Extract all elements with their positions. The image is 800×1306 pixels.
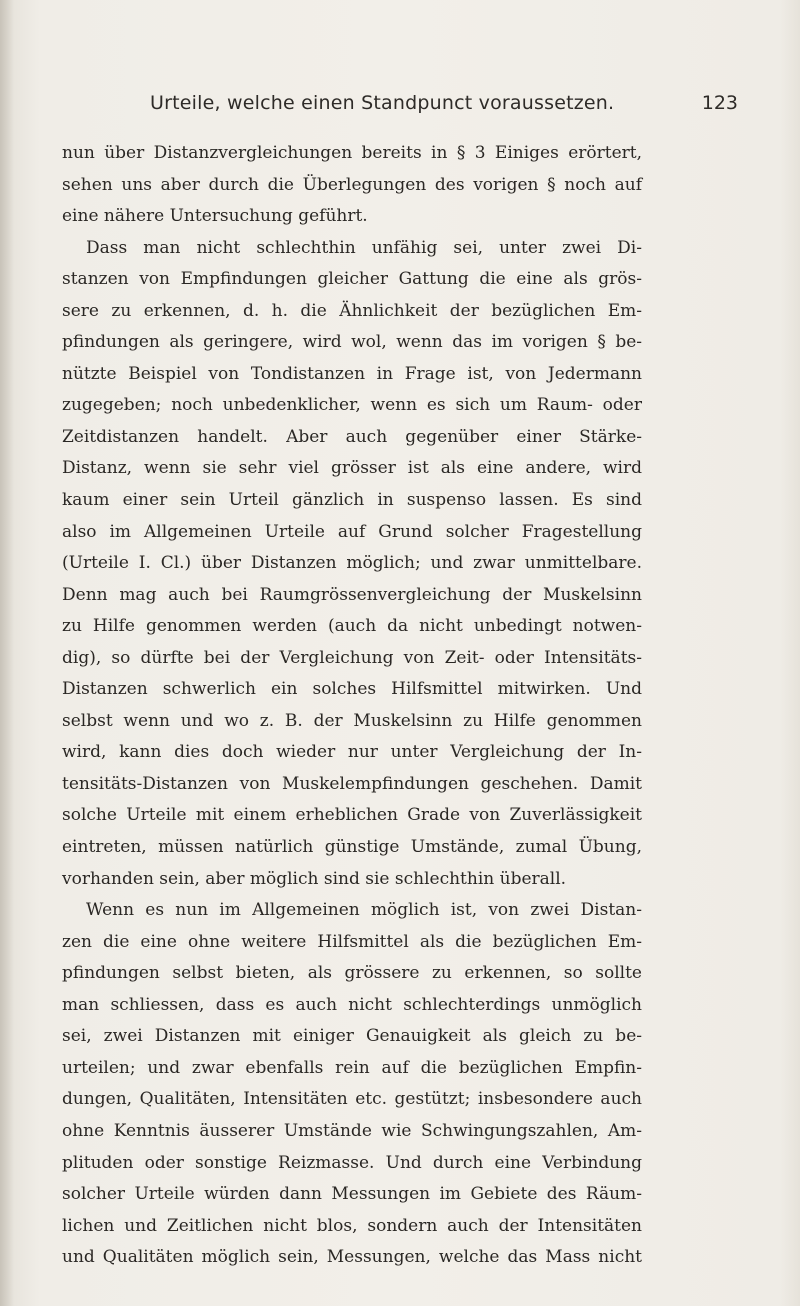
text-line: zugegeben; noch unbedenklicher, wenn es sich um Raum- oder <box>62 395 642 416</box>
spine-shadow <box>0 0 14 1306</box>
running-head <box>62 92 738 122</box>
text-line: eine nähere Untersuchung geführt. <box>62 206 368 227</box>
text-line: pfindungen selbst bieten, als grössere zu erkennen, so sollte <box>62 963 642 984</box>
text-line: Denn mag auch bei Raumgrössenvergleichung der Muskelsinn <box>62 584 642 605</box>
text-line: solche Urteile mit einem erheblichen Grade von Zuverlässigkeit <box>62 805 642 826</box>
text-line: eintreten, müssen natürlich günstige Umstände, zumal Übung, <box>62 837 642 858</box>
text-line: also im Allgemeinen Urteile auf Grund solcher Fragestellung <box>62 521 642 542</box>
text-line: Distanz, wenn sie sehr viel grösser ist als eine andere, wird <box>62 458 642 479</box>
text-line: kaum einer sein Urteil gänzlich in suspenso lassen. Es sind <box>62 490 642 511</box>
text-line: tensitäts-Distanzen von Muskelempfindungen geschehen. Damit <box>62 773 642 794</box>
text-line: (Urteile I. Cl.) über Distanzen möglich; und zwar unmittelbare. <box>62 553 642 574</box>
text-line: Zeitdistanzen handelt. Aber auch gegenüber einer Stärke- <box>62 426 642 447</box>
text-line: nützte Beispiel von Tondistanzen in Frage ist, von Jedermann <box>62 363 642 384</box>
text-line: wird, kann dies doch wieder nur unter Vergleichung der In- <box>62 742 642 763</box>
text-line: man schliessen, dass es auch nicht schlechterdings unmöglich <box>62 994 642 1015</box>
text-line: plituden oder sonstige Reizmasse. Und durch eine Verbindung <box>62 1152 642 1173</box>
page-number: 123 <box>701 92 738 114</box>
running-head-title: Urteile, welche einen Standpunct voraussetzen. <box>150 92 615 114</box>
text-line: vorhanden sein, aber möglich sind sie schlechthin überall. <box>62 868 567 889</box>
text-line: sere zu erkennen, d. h. die Ähnlichkeit der bezüglichen Em- <box>62 300 642 321</box>
text-line: zu Hilfe genommen werden (auch da nicht unbedingt notwen- <box>62 616 642 637</box>
text-line: und Qualitäten möglich sein, Messungen, welche das Mass nicht <box>62 1247 642 1268</box>
text-line: Dass man nicht schlechthin unfähig sei, unter zwei Di- <box>86 237 642 258</box>
text-line: Distanzen schwerlich ein solches Hilfsmittel mitwirken. Und <box>62 679 642 700</box>
text-line: nun über Distanzvergleichungen bereits in § 3 Einiges erörtert, <box>62 143 642 163</box>
text-line: urteilen; und zwar ebenfalls rein auf die bezüglichen Empfin- <box>62 1057 642 1078</box>
text-line: selbst wenn und wo z. B. der Muskelsinn zu Hilfe genommen <box>62 710 642 731</box>
text-line: Wenn es nun im Allgemeinen möglich ist, von zwei Distan- <box>86 900 642 921</box>
text-line: ohne Kenntnis äusserer Umstände wie Schwingungszahlen, Am- <box>62 1120 642 1141</box>
text-line: dungen, Qualitäten, Intensitäten etc. gestützt; insbesondere auch <box>62 1089 642 1110</box>
body-text <box>62 138 642 1274</box>
text-line: solcher Urteile würden dann Messungen im Gebiete des Räum- <box>62 1184 642 1205</box>
text-line: sehen uns aber durch die Überlegungen des vorigen § noch auf <box>62 174 642 195</box>
text-line: stanzen von Empfindungen gleicher Gattung die eine als grös- <box>62 269 642 290</box>
text-line: zen die eine ohne weitere Hilfsmittel als die bezüglichen Em- <box>62 931 642 952</box>
text-line: pfindungen als geringere, wird wol, wenn das im vorigen § be- <box>62 332 642 353</box>
text-line: sei, zwei Distanzen mit einiger Genauigkeit als gleich zu be- <box>62 1026 642 1047</box>
text-line: lichen und Zeitlichen nicht blos, sondern auch der Intensitäten <box>62 1215 642 1236</box>
text-line: dig), so dürfte bei der Vergleichung von Zeit- oder Intensitäts- <box>62 647 642 668</box>
